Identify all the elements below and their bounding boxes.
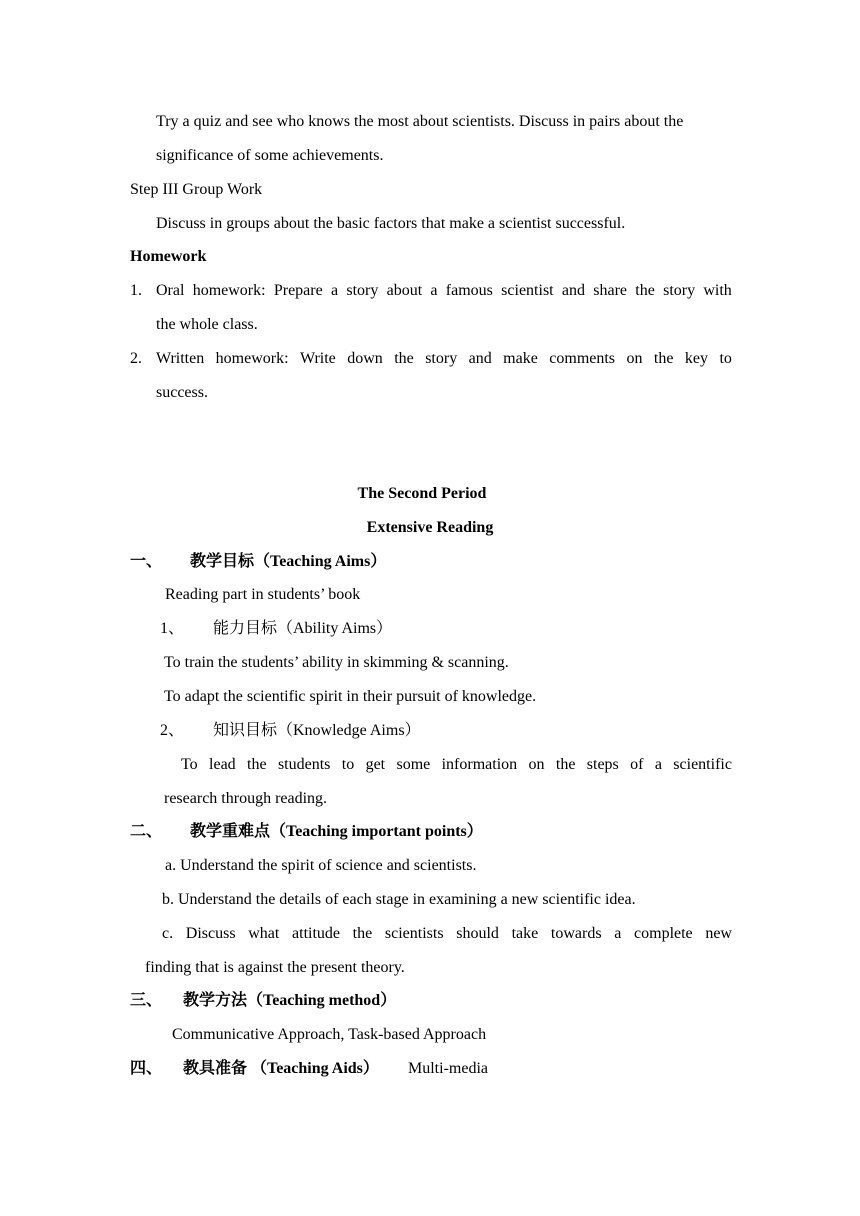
word: should — [456, 925, 499, 942]
word: towards — [550, 925, 602, 942]
word: on — [528, 756, 545, 773]
word: scientists — [384, 925, 444, 942]
step2-text-line1: Try a quiz and see who knows the most about scientists. Discuss in pairs about the — [156, 113, 684, 130]
word: to — [341, 756, 355, 773]
word: story — [346, 282, 379, 299]
sub1-line: To train the students’ ability in skimming & scanning. — [164, 654, 509, 671]
word: the — [352, 925, 373, 942]
word: some — [396, 756, 431, 773]
word: make — [503, 350, 538, 367]
section3-heading: 教学方法（Teaching method） — [183, 992, 397, 1009]
word: with — [703, 282, 732, 299]
section3-number: 三、 — [130, 992, 163, 1009]
section2-heading: 教学重难点（Teaching important points） — [190, 823, 483, 840]
sub2-line — [181, 755, 732, 775]
homework-heading: Homework — [130, 248, 207, 265]
homework-item-continuation: success. — [156, 384, 208, 401]
homework-item-number: 2. — [130, 350, 142, 367]
word: and — [468, 350, 492, 367]
section1-intro: Reading part in students’ book — [165, 586, 361, 603]
word: a — [614, 925, 622, 942]
word: c. — [162, 925, 174, 942]
word: scientist — [501, 282, 554, 299]
section2-point-c — [162, 924, 732, 944]
word: Prepare — [273, 282, 323, 299]
sub2-continuation: research through reading. — [164, 790, 328, 807]
word: new — [705, 925, 732, 942]
word: story — [663, 282, 696, 299]
word: story — [425, 350, 458, 367]
period-subtitle-text: Extensive Reading — [366, 519, 494, 536]
word: about — [386, 282, 423, 299]
step3-text: Discuss in groups about the basic factors that make a scientist successful. — [156, 215, 626, 232]
sub1-heading: 能力目标（Ability Aims） — [213, 620, 393, 637]
step3-heading: Step III Group Work — [130, 181, 263, 198]
period-title — [0, 484, 860, 504]
word: homework: — [215, 350, 289, 367]
word: a — [430, 282, 438, 299]
word: information — [441, 756, 518, 773]
word: the — [635, 282, 655, 299]
section4-number: 四、 — [130, 1060, 163, 1077]
section4-text: Multi-media — [408, 1060, 488, 1077]
word: the — [555, 756, 576, 773]
homework-item-continuation: the whole class. — [156, 316, 258, 333]
word: Oral — [156, 282, 185, 299]
word: key — [684, 350, 708, 367]
word: to — [719, 350, 732, 367]
homework-item-line — [156, 281, 732, 301]
section3-text: Communicative Approach, Task-based Approach — [172, 1026, 487, 1043]
sub1-number: 1、 — [160, 620, 185, 637]
section2-point-a: a. Understand the spirit of science and scientists. — [165, 857, 477, 874]
section4-heading: 教具准备 （Teaching Aids） — [183, 1060, 379, 1077]
section2-point-b: b. Understand the details of each stage in examining a new scientific idea. — [162, 891, 636, 908]
homework-item-number: 1. — [130, 282, 142, 299]
period-subtitle — [0, 518, 860, 538]
section2-number: 二、 — [130, 823, 163, 840]
word: famous — [445, 282, 493, 299]
word: on — [626, 350, 643, 367]
word: of — [630, 756, 644, 773]
word: the — [394, 350, 414, 367]
word: Written — [156, 350, 205, 367]
word: take — [511, 925, 539, 942]
word: attitude — [292, 925, 340, 942]
word: scientific — [673, 756, 732, 773]
word: complete — [634, 925, 693, 942]
sub2-heading: 知识目标（Knowledge Aims） — [213, 722, 421, 739]
word: steps — [586, 756, 619, 773]
period-title-text: The Second Period — [357, 485, 487, 502]
word: get — [365, 756, 386, 773]
word: Write — [299, 350, 336, 367]
section1-heading: 教学目标（Teaching Aims） — [190, 553, 387, 570]
section1-number: 一、 — [130, 553, 163, 570]
sub2-number: 2、 — [160, 722, 185, 739]
word: Discuss — [185, 925, 236, 942]
section2-point-c-continuation: finding that is against the present theory. — [145, 959, 405, 976]
word: To — [181, 756, 198, 773]
sub1-line: To adapt the scientific spirit in their pursuit of knowledge. — [164, 688, 537, 705]
word: the — [247, 756, 267, 773]
word: what — [248, 925, 280, 942]
word: a — [654, 756, 662, 773]
word: the — [653, 350, 674, 367]
word: students — [277, 756, 331, 773]
homework-item-line — [156, 349, 732, 369]
word: and — [561, 282, 585, 299]
word: lead — [209, 756, 236, 773]
word: comments — [549, 350, 616, 367]
word: share — [593, 282, 628, 299]
word: a — [330, 282, 339, 299]
step2-text-line2: significance of some achievements. — [156, 147, 384, 164]
word: homework: — [192, 282, 266, 299]
word: down — [347, 350, 383, 367]
